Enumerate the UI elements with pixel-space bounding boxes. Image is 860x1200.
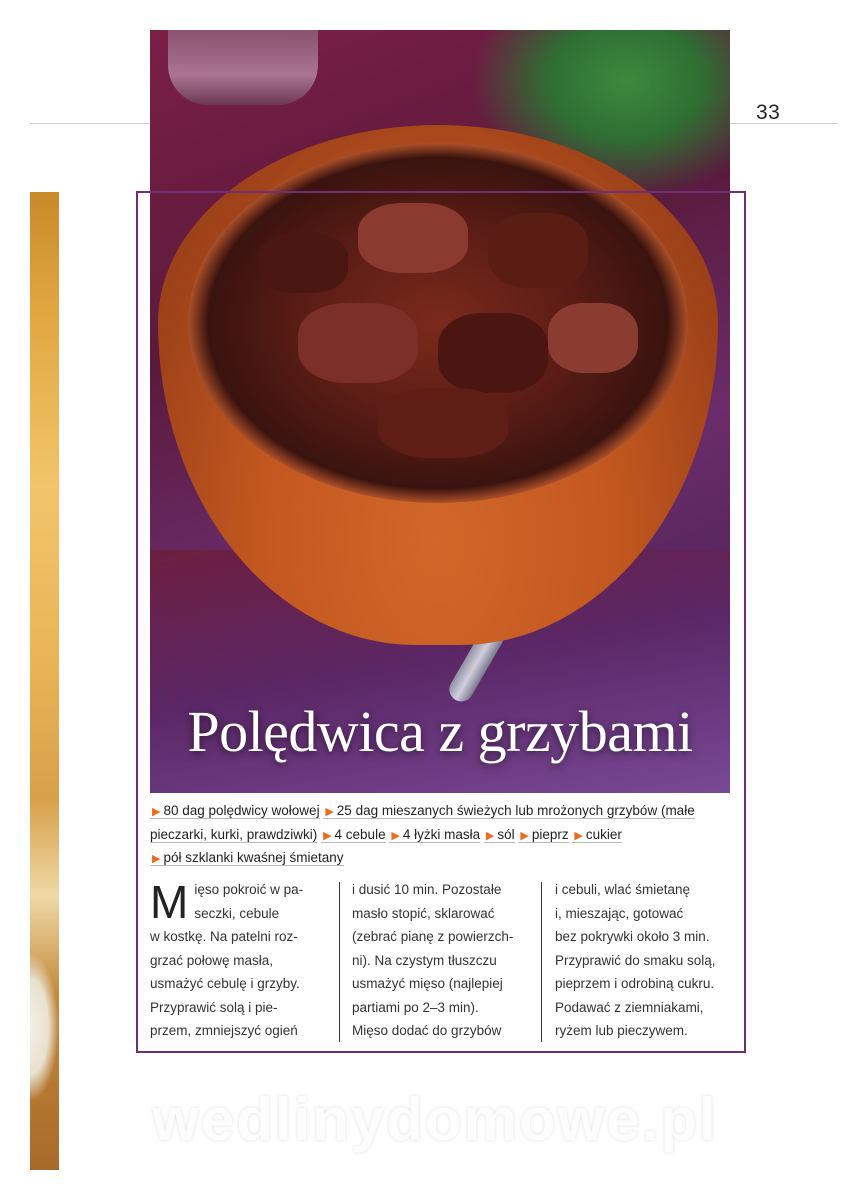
text-line: ięso pokroić w pa- [194, 882, 304, 897]
method-column-2 [352, 878, 532, 1043]
text-line: Przyprawić do smaku solą, [555, 952, 716, 968]
bullet-icon: ▶ [323, 829, 332, 842]
text-line: i cebuli, wlać śmietanę [555, 882, 691, 897]
bowl-contents [188, 143, 688, 503]
text-line: grzać połowę masła, [150, 952, 274, 968]
bullet-icon: ▶ [391, 829, 400, 842]
text-line: Podawać z ziemniakami, [555, 999, 704, 1015]
text-line: partiami po 2–3 min). [352, 999, 479, 1015]
text-line: i dusić 10 min. Pozostałe [352, 882, 502, 897]
bullet-icon: ▶ [485, 829, 495, 842]
bullet-icon: ▶ [152, 806, 161, 818]
drop-cap: M [150, 876, 189, 928]
column-divider [541, 882, 542, 1042]
recipe-title: Polędwica z grzybami [187, 699, 693, 764]
text-line: przem, zmniejszyć ogień [150, 1023, 298, 1038]
page-number: 33 [756, 101, 781, 124]
ingredient-item: ▶ pieprz [520, 826, 569, 842]
ingredient-item: ▶ sól [485, 826, 515, 842]
ingredient-item: ▶ 25 dag mieszanych świeżych lub mrożonych grzybów (małe pieczarki, kurki, prawdziwki) [150, 803, 695, 842]
text-line: bez pokrywki około 3 min. [555, 929, 710, 944]
text-line: w kostkę. Na patelni roz- [150, 929, 298, 944]
text-line: ryżem lub pieczywem. [555, 1023, 688, 1038]
method-column-3 [555, 878, 735, 1043]
ingredient-item: ▶ 4 cebule [323, 826, 386, 842]
bullet-icon: ▶ [152, 853, 161, 865]
ingredient-item: ▶ cukier [574, 826, 622, 842]
text-line: seczki, cebule [194, 905, 280, 921]
text-line: usmażyć cebulę i grzyby. [150, 976, 300, 991]
dish-photo [150, 30, 730, 793]
glass [168, 30, 318, 105]
ingredient-item: ▶ 80 dag polędwicy wołowej [152, 803, 320, 818]
watermark: wedlinydomowe.pl [152, 1086, 718, 1153]
text-line: usmażyć mięso (najlepiej [352, 976, 503, 991]
left-edge-photo-strip [30, 192, 59, 1170]
text-line: Mięso dodać do grzybów [352, 1023, 502, 1038]
text-line: masło stopić, sklarować [352, 905, 495, 921]
plate-edge [30, 952, 59, 1102]
bullet-icon: ▶ [520, 829, 529, 842]
text-line: pieprzem i odrobiną cukru. [555, 976, 715, 991]
method-column-1 [150, 878, 320, 1043]
bullet-icon: ▶ [325, 806, 334, 818]
bullet-icon: ▶ [574, 829, 583, 842]
text-line: ni). Na czystym tłuszczu [352, 952, 497, 968]
text-line: Przyprawić solą i pie- [150, 999, 278, 1015]
ingredients-list [150, 800, 720, 871]
text-line: i, mieszając, gotować [555, 905, 684, 921]
text-line: (zebrać pianę z powierzch- [352, 929, 514, 944]
ingredient-item: ▶ 4 łyżki masła [391, 826, 481, 842]
ingredient-item: ▶ pół szklanki kwaśnej śmietany [152, 850, 344, 865]
column-divider [339, 882, 340, 1042]
